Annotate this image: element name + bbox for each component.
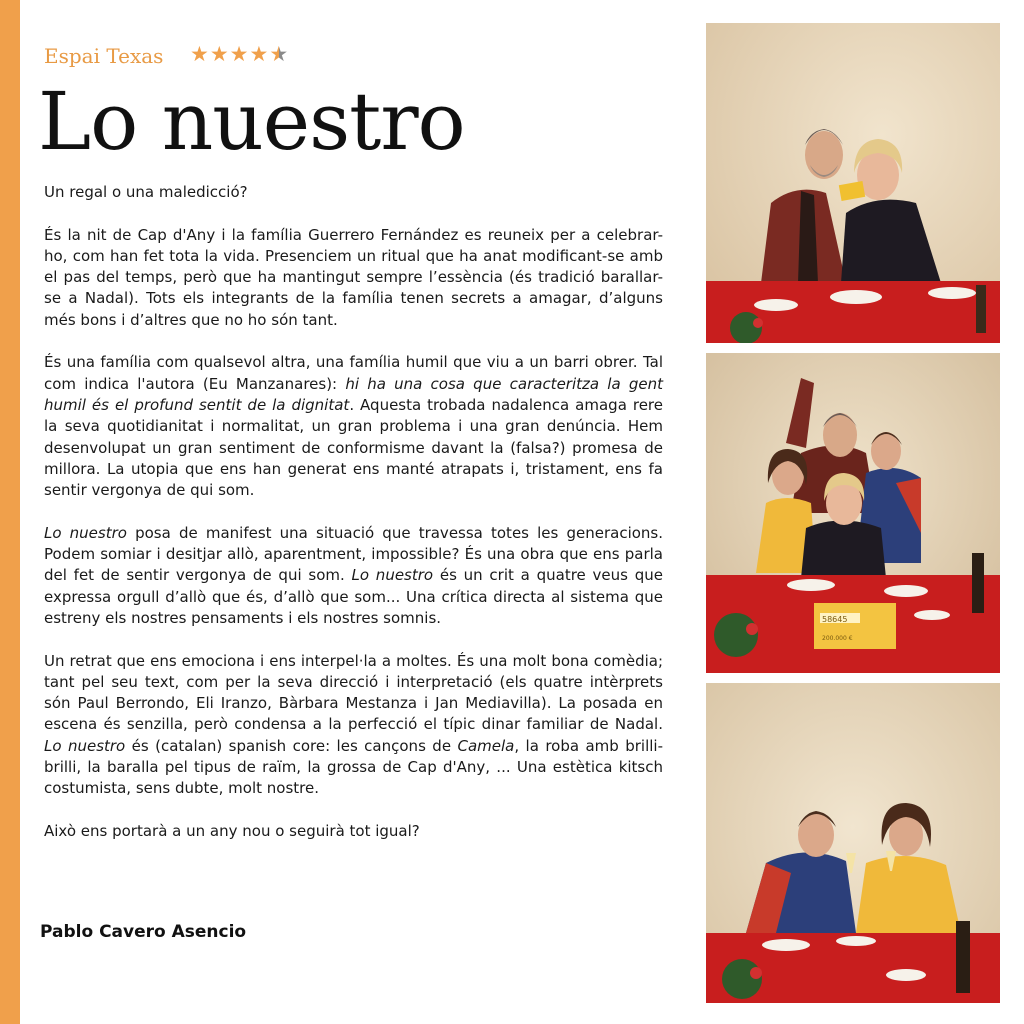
production-photo-family: [706, 353, 1000, 673]
paragraph: [44, 651, 663, 800]
venue-name: Espai Texas: [44, 44, 164, 68]
text-span: És una família com qualsevol altra, una família humil que viu a un barri obrer. Tal com indica l'autora (Eu Manzanares):: [44, 353, 663, 393]
ticket-prize: 200.000 €: [822, 635, 853, 642]
paragraph: [44, 352, 663, 501]
star-icon: ★: [269, 42, 290, 66]
production-photo-couple: [706, 23, 1000, 343]
author-name: Pablo Cavero Asencio: [40, 922, 247, 942]
star-rating: [190, 42, 289, 66]
band-name: Camela: [457, 736, 515, 755]
text-span: és (catalan) spanish core: les cançons de: [125, 736, 458, 755]
text-span: , la roba amb brilli-brilli, la baralla pel tipus de raïm, la grossa de Cap d'Any, ... Una estètica kitsch costumista, sens dubte, molt nostre.: [44, 736, 663, 798]
star-icon: ★: [190, 42, 210, 66]
accent-bar: [0, 0, 20, 1024]
paragraph: És la nit de Cap d'Any i la família Guerrero Fernández es reuneix per a celebrar-ho, com han fet tota la vida. Presenciem un ritual que ha anat modificant-se amb el pas del temps, però que ha mantingut sempre l’essència (és tradició barallar-se a Nadal). Tots els integrants de la família tenen secrets a amagar, d’alguns més bons i d’altres que no ho són tant.: [44, 225, 663, 329]
text-span: . Aquesta trobada nadalenca amaga rere la seva quotidianitat i normalitat, un gran problema i una gran denúncia. Hem desenvolupat un gran sentiment de conformisme davant la (falsa?) promesa de millora. La utopia que ens han generat ens manté atrapats i, tristament, ens fa sentir vergonya de qui som.: [44, 395, 663, 500]
star-icon: ★: [249, 42, 270, 66]
play-title: Lo nuestro: [351, 566, 434, 585]
play-title: Lo nuestro: [44, 736, 126, 755]
text-span: és un crit a quatre veus que expressa orgull d’allò que és, d’allò que som... Una crítica directa al sistema que estreny els nostres pensaments i els nostres somnis.: [44, 566, 663, 627]
paragraph: [44, 523, 663, 629]
page-title: Lo nuestro: [38, 75, 465, 168]
production-photo-toast: [706, 683, 1000, 1003]
ticket-number: 58645: [822, 615, 848, 624]
closing-paragraph: Això ens portarà a un any nou o seguirà tot igual?: [44, 821, 420, 840]
review-body: [44, 182, 663, 842]
intro-paragraph: Un regal o una maledicció?: [44, 183, 248, 201]
text-span: posa de manifest una situació que travessa totes les generacions. Podem somiar i desitjar allò, aparentment, impossible? És una obra que ens parla del fet de sentir vergonya de qui som.: [44, 523, 664, 585]
text-span: Un retrat que ens emociona i ens interpel·la a moltes. És una molt bona comèdia; tant pel seu text, com per la seva direcció i interpretació (els quatre intèrprets són Paul Berrondo, Eli Iranzo, Bàrbara Mestanza i Jan Mediavilla). La posada en escena és senzilla, però condensa a la perfecció el típic dinar familiar de Nadal.: [44, 651, 663, 734]
author-quote: hi ha una cosa que caracteritza la gent humil és el profund sentit de la dignitat: [44, 374, 663, 414]
play-title: Lo nuestro: [44, 523, 127, 542]
star-icon: ★: [209, 42, 230, 66]
star-icon: ★: [229, 42, 250, 66]
